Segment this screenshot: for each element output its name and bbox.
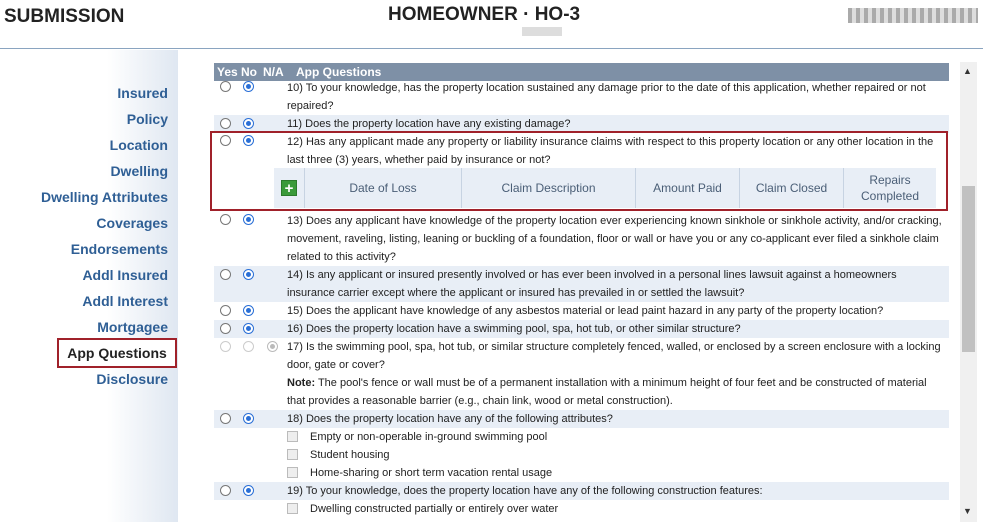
- question-row-14: [214, 266, 949, 302]
- scroll-thumb[interactable]: [962, 186, 975, 352]
- q10-text: 10) To your knowledge, has the property location sustained any damage prior to the date of this application, whether repaired or not repaired?: [287, 82, 926, 112]
- question-row-19: [214, 482, 949, 500]
- q16-text: 16) Does the property location have a swimming pool, spa, hot tub, or other similar structure?: [287, 323, 741, 335]
- q18-opt-1-label: Student housing: [310, 449, 390, 461]
- th-repairs-completed: Repairs Completed: [843, 168, 936, 208]
- q11-text: 11) Does the property location have any existing damage?: [287, 118, 571, 130]
- th-amount-paid: Amount Paid: [635, 168, 739, 208]
- th-date-of-loss: Date of Loss: [304, 168, 461, 208]
- q14-yes-radio[interactable]: [220, 269, 231, 280]
- scroll-up-icon[interactable]: ▲: [963, 66, 972, 76]
- q12-text: 12) Has any applicant made any property or liability insurance claims with respect to this property location or any other location in the last three (3) years, whether paid by insurance or not?: [287, 136, 934, 166]
- q18-opt-1-checkbox[interactable]: [287, 449, 298, 460]
- question-row-13: [214, 212, 949, 266]
- plus-icon[interactable]: +: [281, 180, 297, 196]
- col-questions: App Questions: [296, 65, 382, 79]
- sidebar-nav: [0, 50, 178, 522]
- q11-yes-radio[interactable]: [220, 118, 231, 129]
- q13-no-radio[interactable]: [243, 214, 254, 225]
- q18-opt-2-label: Home-sharing or short term vacation rental usage: [310, 467, 553, 479]
- question-row-17: [214, 338, 949, 410]
- scroll-down-icon[interactable]: ▼: [963, 506, 972, 516]
- q19-opt-0-label: Dwelling constructed partially or entirely over water: [310, 503, 559, 515]
- col-yes: Yes: [217, 65, 238, 79]
- q17-yes-radio[interactable]: [220, 341, 231, 352]
- th-claim-closed: Claim Closed: [739, 168, 843, 208]
- sidebar-item-insured[interactable]: Insured: [117, 85, 168, 101]
- sidebar-item-dwelling[interactable]: Dwelling: [110, 163, 168, 179]
- q15-yes-radio[interactable]: [220, 305, 231, 316]
- question-row-16: [214, 320, 949, 338]
- q14-no-radio[interactable]: [243, 269, 254, 280]
- policy-type-title: HOMEOWNER · HO-3: [388, 4, 581, 25]
- q12-highlight-box: [210, 131, 948, 211]
- question-row-18: [214, 410, 949, 428]
- q18-option-row: [214, 428, 949, 446]
- page-title: SUBMISSION: [4, 6, 125, 27]
- th-claim-description: Claim Description: [461, 168, 635, 208]
- q18-option-row: [214, 464, 949, 482]
- q18-option-row: [214, 446, 949, 464]
- q16-no-radio[interactable]: [243, 323, 254, 334]
- sidebar-item-addl-insured[interactable]: Addl Insured: [82, 267, 168, 283]
- sidebar-item-addl-interest[interactable]: Addl Interest: [82, 293, 168, 309]
- q17-text: 17) Is the swimming pool, spa, hot tub, or similar structure completely fenced, walled, or enclosed by a screen enclosure with a locking door, gate or cover?: [287, 341, 941, 371]
- q18-opt-0-checkbox[interactable]: [287, 431, 298, 442]
- sidebar-item-app-questions[interactable]: [57, 338, 177, 368]
- q13-text: 13) Does any applicant have knowledge of the property location ever experiencing known sinkhole or sinkhole activity, and/or cracking, movement, raveling, listing, leaning or buckling of a foundation, floor or wall or have you or any co-applicant ever filed a sinkhole claim related to this activity?: [287, 215, 942, 263]
- redacted-policy-number: [848, 8, 978, 23]
- q13-yes-radio[interactable]: [220, 214, 231, 225]
- q10-yes-radio[interactable]: [220, 81, 231, 92]
- q11-no-radio[interactable]: [243, 118, 254, 129]
- q19-yes-radio[interactable]: [220, 485, 231, 496]
- q17-no-radio[interactable]: [243, 341, 254, 352]
- q15-no-radio[interactable]: [243, 305, 254, 316]
- col-na: N/A: [263, 65, 284, 79]
- q17-na-radio[interactable]: [267, 341, 278, 352]
- q19-text: 19) To your knowledge, does the property location have any of the following construction features:: [287, 485, 763, 497]
- q17-note: [287, 374, 943, 410]
- redacted-subtitle: [522, 27, 562, 36]
- sidebar-item-policy[interactable]: Policy: [126, 111, 168, 127]
- vertical-scrollbar[interactable]: [960, 62, 977, 522]
- q10-no-radio[interactable]: [243, 81, 254, 92]
- sidebar-item-endorsements[interactable]: Endorsements: [70, 241, 168, 257]
- q18-no-radio[interactable]: [243, 413, 254, 424]
- q19-no-radio[interactable]: [243, 485, 254, 496]
- q18-text: 18) Does the property location have any of the following attributes?: [287, 413, 613, 425]
- q17-note-text: The pool's fence or wall must be of a permanent installation with a minimum height of four feet and be constructed of material that provides a reasonable barrier (e.g., chain link, wood or metal construction).: [287, 377, 927, 407]
- sidebar-item-coverages[interactable]: Coverages: [96, 215, 168, 231]
- sidebar-item-mortgagee[interactable]: Mortgagee: [97, 319, 168, 335]
- q19-opt-0-checkbox[interactable]: [287, 503, 298, 514]
- q19-option-row: [214, 500, 949, 518]
- sidebar-item-dwelling-attributes[interactable]: Dwelling Attributes: [40, 189, 168, 205]
- sidebar-item-location[interactable]: Location: [109, 137, 168, 153]
- header-divider: [0, 48, 983, 49]
- question-row-10: [214, 79, 949, 115]
- q16-yes-radio[interactable]: [220, 323, 231, 334]
- q17-note-label: Note:: [287, 377, 316, 389]
- q18-opt-0-label: Empty or non-operable in-ground swimming pool: [310, 431, 548, 443]
- sidebar-item-disclosure[interactable]: Disclosure: [96, 371, 168, 387]
- q18-yes-radio[interactable]: [220, 413, 231, 424]
- col-no: No: [241, 65, 257, 79]
- q15-text: 15) Does the applicant have knowledge of any asbestos material or lead paint hazard in any party of the property location?: [287, 305, 884, 317]
- question-row-15: [214, 302, 949, 320]
- sidebar-item-label: App Questions: [67, 345, 167, 361]
- app-questions-panel: [200, 50, 958, 522]
- q14-text: 14) Is any applicant or insured presently involved or has ever been involved in a personal lines lawsuit against a homeowners insurance carrier except where the applicant or insured has prevailed in or settled the lawsuit?: [287, 269, 897, 299]
- q18-opt-2-checkbox[interactable]: [287, 467, 298, 478]
